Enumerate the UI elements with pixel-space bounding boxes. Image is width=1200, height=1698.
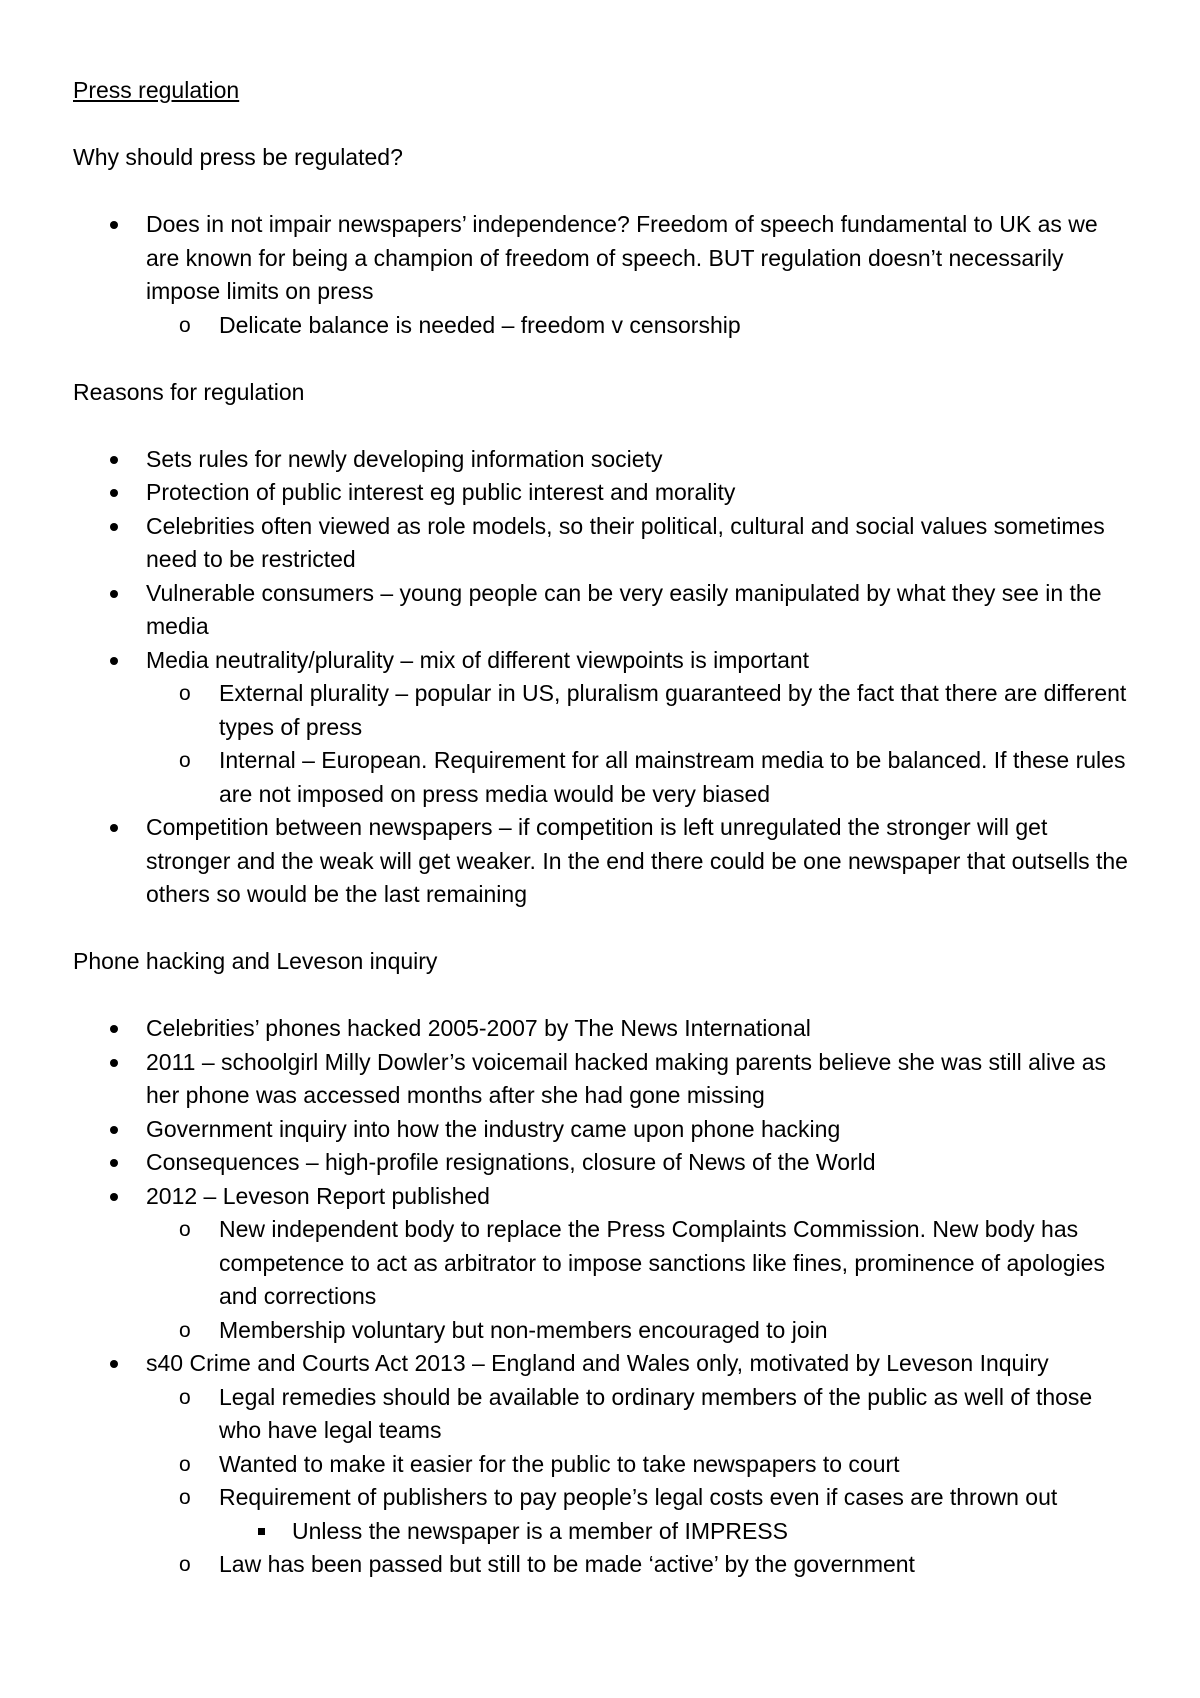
sub-item-text: Membership voluntary but non-members encouraged to join: [219, 1316, 828, 1343]
list-item: [73, 1113, 1133, 1147]
bullet-icon: [110, 456, 118, 464]
list-item-text: Celebrities’ phones hacked 2005-2007 by The News International: [146, 1015, 811, 1041]
section-heading: Phone hacking and Leveson inquiry: [73, 948, 438, 974]
section-heading: Reasons for regulation: [73, 378, 305, 405]
list-item: [73, 811, 1133, 912]
circle-bullet-icon: o: [179, 1486, 191, 1509]
list-item: [73, 510, 1133, 577]
sub-list-item: [146, 744, 1133, 811]
sub-item-text: Law has been passed but still to be made ‘active’ by the government: [219, 1551, 915, 1577]
circle-bullet-icon: o: [179, 1553, 191, 1576]
circle-bullet-icon: o: [179, 749, 191, 772]
sub-list-item: [146, 1548, 1133, 1582]
list-item-text: Celebrities often viewed as role models, so their political, cultural and social values sometimes need to be restricted: [146, 512, 1105, 572]
list-item: [73, 208, 1133, 342]
list-item-text: 2012 – Leveson Report published: [146, 1182, 490, 1209]
bullet-icon: [110, 1193, 118, 1201]
square-bullet-icon: [258, 1528, 265, 1535]
sub-sub-list-item: [219, 1515, 1133, 1549]
list-item: [73, 476, 1133, 510]
list-item: [73, 1347, 1133, 1582]
list-item: [73, 644, 1133, 812]
bullet-icon: [110, 657, 118, 665]
circle-bullet-icon: o: [179, 1218, 191, 1241]
page-title: Press regulation: [73, 77, 240, 103]
sub-list: [146, 1213, 1133, 1347]
sub-list-item: [146, 1381, 1133, 1448]
bullet-icon: [110, 1059, 118, 1067]
list-item: [73, 1146, 1133, 1180]
bullet-icon: [110, 523, 118, 531]
bullet-icon: [110, 590, 118, 598]
list-item-text: Vulnerable consumers – young people can be very easily manipulated by what they see in the media: [146, 579, 1102, 639]
sub-item-text: Requirement of publishers to pay people’s legal costs even if cases are thrown out: [219, 1484, 1058, 1510]
sub-list-item: [146, 309, 1133, 343]
bullet-icon: [110, 824, 118, 832]
list-item-text: Sets rules for newly developing information society: [146, 445, 663, 472]
sub-item-text: Wanted to make it easier for the public to take newspapers to court: [219, 1450, 900, 1477]
sub-list-item: [146, 1481, 1133, 1548]
sub-item-text: Legal remedies should be available to ordinary members of the public as well of those who have legal teams: [219, 1383, 1093, 1443]
sub-list: [146, 309, 1133, 343]
list-item: [73, 443, 1133, 477]
list-item-text: Competition between newspapers – if competition is left unregulated the stronger will get stronger and the weak will get weaker. In the end there could be one newspaper that outsells the others so would be the last remaining: [146, 814, 1128, 907]
circle-bullet-icon: o: [179, 1318, 191, 1342]
circle-bullet-icon: o: [179, 1452, 191, 1476]
bullet-icon: [110, 1126, 118, 1134]
sub-list-item: [146, 1448, 1133, 1482]
list-item-text: Consequences – high-profile resignations, closure of News of the World: [146, 1149, 876, 1175]
sub-item-text: Delicate balance is needed – freedom v censorship: [219, 311, 741, 338]
sub-sub-list: [219, 1515, 1133, 1549]
bullet-list: [73, 208, 1133, 342]
bullet-icon: [110, 1159, 118, 1167]
list-item: [73, 577, 1133, 644]
sub-sub-item-text: Unless the newspaper is a member of IMPRESS: [292, 1517, 788, 1544]
bullet-list: [73, 443, 1133, 912]
sub-list-item: [146, 1314, 1133, 1348]
bullet-list: [73, 1012, 1133, 1582]
sub-list: [146, 677, 1133, 811]
circle-bullet-icon: o: [179, 1385, 191, 1409]
list-item: [73, 1046, 1133, 1113]
document-body: [73, 74, 1133, 1615]
sub-item-text: Internal – European. Requirement for all mainstream media to be balanced. If these rules are not imposed on press media would be very biased: [219, 747, 1126, 807]
bullet-icon: [110, 1360, 118, 1368]
sub-list-item: [146, 1213, 1133, 1314]
sub-item-text: New independent body to replace the Press Complaints Commission. New body has competence to act as arbitrator to impose sanctions like fines, prominence of apologies and corrections: [219, 1216, 1105, 1309]
list-item: [73, 1012, 1133, 1046]
bullet-icon: [110, 1025, 118, 1033]
list-item-text: 2011 – schoolgirl Milly Dowler’s voicemail hacked making parents believe she was still alive as her phone was accessed months after she had gone missing: [146, 1048, 1107, 1108]
circle-bullet-icon: o: [179, 313, 191, 337]
list-item-text: s40 Crime and Courts Act 2013 – England and Wales only, motivated by Leveson Inquiry: [146, 1350, 1049, 1376]
sub-item-text: External plurality – popular in US, pluralism guaranteed by the fact that there are different types of press: [219, 680, 1127, 740]
section-heading: Why should press be regulated?: [73, 144, 403, 170]
list-item-text: Media neutrality/plurality – mix of different viewpoints is important: [146, 646, 810, 673]
sub-list-item: [146, 677, 1133, 744]
circle-bullet-icon: o: [179, 682, 191, 705]
list-item: [73, 1180, 1133, 1348]
bullet-icon: [110, 221, 118, 229]
bullet-icon: [110, 489, 118, 497]
list-item-text: Does in not impair newspapers’ independence? Freedom of speech fundamental to UK as we are known for being a champion of freedom of speech. BUT regulation doesn’t necessarily impose limits on press: [146, 211, 1098, 304]
list-item-text: Government inquiry into how the industry came upon phone hacking: [146, 1115, 841, 1142]
list-item-text: Protection of public interest eg public interest and morality: [146, 479, 736, 505]
sub-list: [146, 1381, 1133, 1582]
